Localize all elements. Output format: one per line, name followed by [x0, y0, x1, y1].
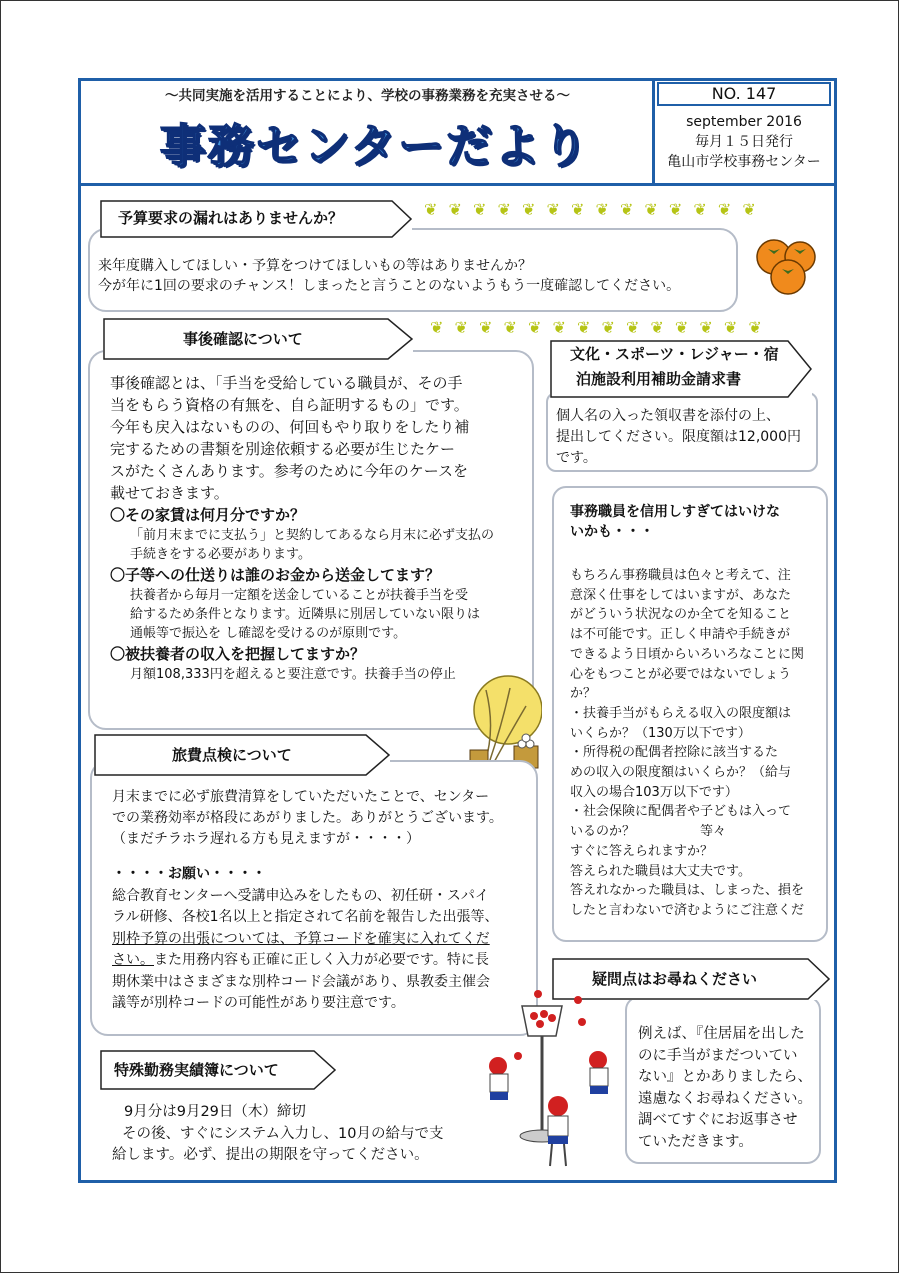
request-line: 総合教育センターへ受講申込みをしたもの、初任研・スパイ — [112, 887, 489, 904]
travel-request — [112, 864, 499, 1015]
questions-line: のに手当がまだついてい — [638, 1047, 798, 1064]
request-line: 議等が別枠コードの可能性があり要注意です。 — [112, 995, 405, 1011]
answer-3-line: 月額108,333円を超えると要注意です。扶養手当の停止 — [130, 667, 456, 682]
questions-line: 遠慮なくお尋ねください。 — [638, 1090, 812, 1107]
trust-line: めの収入の限度額はいくらか？（給与 — [570, 765, 792, 781]
answer-2-line: 扶養者から毎月一定額を送金していることが扶養手当を受 — [130, 588, 469, 603]
special-line: その後、すぐにシステム入力し、10月の給与で支 — [122, 1126, 444, 1142]
moon-pampas-icon — [466, 670, 542, 772]
intro-line: 当をもらう資格の有無を、自ら証明するもの」です。 — [110, 396, 469, 414]
trust-line: 答えられた職員は大丈夫です。 — [570, 863, 751, 879]
trust-line: できるよう日頃からいろいろなことに関 — [570, 646, 805, 662]
post-check-faq — [110, 504, 494, 684]
request-underlined-word: さい。 — [112, 952, 154, 968]
subsidy-heading-line: 文化・スポーツ・レジャー・宿 — [570, 345, 779, 363]
travel-heading-tag — [94, 734, 390, 776]
leaves-decoration: ❦ ❦ ❦ ❦ ❦ ❦ ❦ ❦ ❦ ❦ ❦ ❦ ❦ ❦ — [430, 318, 765, 337]
trust-line: したと言わないで済むようにご注意くだ — [570, 902, 805, 918]
trust-line: すぐに答えられますか？ — [570, 843, 714, 859]
budget-text — [98, 256, 680, 296]
trust-line: いるのか？ 等々 — [570, 824, 727, 840]
trust-line: 答えれなかった職員は、しまった、損を — [570, 883, 805, 899]
special-line: 給します。必ず、提出の期限を守ってください。 — [112, 1147, 429, 1163]
trust-line: は不可能です。正しく申請や手続きが — [570, 627, 790, 643]
answer-2-line: 給するため条件となります。近隣県に別居していない限りは — [130, 607, 480, 622]
trust-heading — [570, 502, 780, 542]
trust-line: もちろん事務職員は色々と考えて、注 — [570, 568, 791, 583]
question-3: 〇被扶養者の収入を把握してますか？ — [110, 645, 366, 663]
post-check-intro — [110, 372, 469, 504]
issue-frequency: 毎月１５日発行 — [695, 134, 793, 150]
travel-line: （まだチラホラ遅れる方も見えますが・・・・） — [112, 831, 420, 847]
questions-line: ない』とかありましたら、 — [638, 1069, 812, 1085]
budget-heading-tag — [100, 200, 412, 238]
post-check-heading-tag — [103, 318, 413, 356]
travel-heading: 旅費点検について — [172, 746, 292, 764]
budget-line: 今が年に1回の要求のチャンス！しまったと言うことのないようもう一度確認してください。 — [98, 278, 681, 294]
ball-toss-icon — [478, 986, 624, 1174]
trust-line: いくらか？（130万以下です） — [570, 725, 751, 741]
trust-line: 収入の場合103万以下です） — [570, 784, 738, 800]
trust-line: 心をもつことが必要ではないでしょう — [570, 666, 792, 682]
answer-1-line: 「前月末までに支払う」と契約してあるなら月末に必ず支払の — [130, 528, 495, 543]
trust-line: 意深く仕事をしてはいますが、あなた — [570, 587, 792, 603]
intro-line: スがたくさんあります。参考のために今年のケースを — [110, 462, 469, 480]
trust-line: か？ — [570, 686, 597, 702]
intro-line: 完するための書類を別途依頼する必要が生じたケー — [110, 440, 456, 458]
issue-date: september 2016 — [686, 114, 802, 130]
request-title: ・・・・お願い・・・・ — [112, 866, 266, 882]
trust-line: がどういう状況なのか全てを知ること — [570, 607, 792, 623]
persimmon-icon — [752, 235, 822, 297]
request-line: ラル研修、各校1名以上と指定されて名前を報告した出張等、 — [112, 909, 499, 925]
budget-line: 来年度購入してほしい・予算をつけてほしいもの等はありませんか？ — [98, 258, 532, 274]
answer-2-line: 通帳等で振込を し確認を受けるのが原則です。 — [130, 626, 407, 641]
subsidy-line: 個人名の入った領収書を添付の上、 — [556, 408, 780, 424]
questions-line: 例えば、『住居届を出した — [638, 1026, 805, 1042]
request-line: 期休業中はさまざまな別枠コード会議があり、県教委主催会 — [112, 973, 490, 990]
trust-line: ・所得税の配偶者控除に該当するた — [570, 745, 779, 761]
post-check-heading: 事後確認について — [183, 330, 303, 348]
questions-heading: 疑問点はお尋ねください — [592, 970, 758, 988]
travel-line: での業務効率が格段にあがりました。ありがとうございます。 — [112, 810, 503, 826]
questions-line: ていただきます。 — [638, 1133, 753, 1150]
subsidy-text — [556, 406, 801, 469]
trust-heading-line: 事務職員を信用しすぎてはいけな — [570, 504, 780, 520]
issue-info — [655, 112, 833, 172]
subsidy-line: 提出してください。限度額は12,000円 — [556, 429, 801, 445]
slogan: ～共同実施を活用することにより、学校の事務業務を充実させる～ — [165, 88, 570, 104]
special-heading-tag — [100, 1050, 336, 1090]
question-2: 〇子等への仕送りは誰のお金から送金してます？ — [110, 566, 441, 584]
trust-text — [570, 566, 804, 921]
special-deadline: 9月分は9月29日（木）締切 — [124, 1104, 306, 1120]
subsidy-line: です。 — [556, 450, 597, 466]
travel-text — [112, 787, 503, 850]
request-line: また用務内容も正確に正しく入力が必要です。特に長 — [154, 952, 489, 968]
trust-line: ・扶養手当がもらえる収入の限度額は — [570, 705, 792, 721]
trust-heading-line: いかも・・・ — [570, 524, 654, 540]
special-text — [112, 1124, 444, 1166]
trust-line: ・社会保険に配偶者や子どもは入って — [570, 804, 792, 820]
subsidy-heading-line: 泊施設利用補助金請求書 — [576, 370, 742, 388]
budget-heading: 予算要求の漏れはありませんか？ — [118, 209, 344, 227]
request-underlined-line: 別枠予算の出張については、予算コードを確実に入れてくだ — [112, 930, 490, 947]
publisher: 亀山市学校事務センター — [667, 154, 821, 170]
questions-text — [638, 1024, 812, 1153]
intro-line: 載せておきます。 — [110, 484, 229, 502]
answer-1-line: 手続きをする必要があります。 — [130, 547, 311, 562]
newsletter-title: 事務センターだより — [159, 119, 591, 173]
intro-line: 今年も戻入はないものの、何回もやり取りをしたり補 — [110, 418, 470, 436]
subsidy-heading-tag — [550, 340, 812, 398]
travel-line: 月末までに必ず旅費清算をしていただいたことで、センター — [112, 789, 490, 805]
intro-line: 事後確認とは、「手当を受給している職員が、その手 — [110, 374, 463, 392]
leaves-decoration: ❦ ❦ ❦ ❦ ❦ ❦ ❦ ❦ ❦ ❦ ❦ ❦ ❦ ❦ — [424, 200, 759, 219]
questions-line: 調べてすぐにお返事させ — [638, 1112, 798, 1128]
special-heading: 特殊勤務実績簿について — [114, 1061, 279, 1079]
question-1: 〇その家賃は何月分ですか？ — [110, 506, 306, 524]
issue-number: NO. 147 — [657, 82, 831, 106]
